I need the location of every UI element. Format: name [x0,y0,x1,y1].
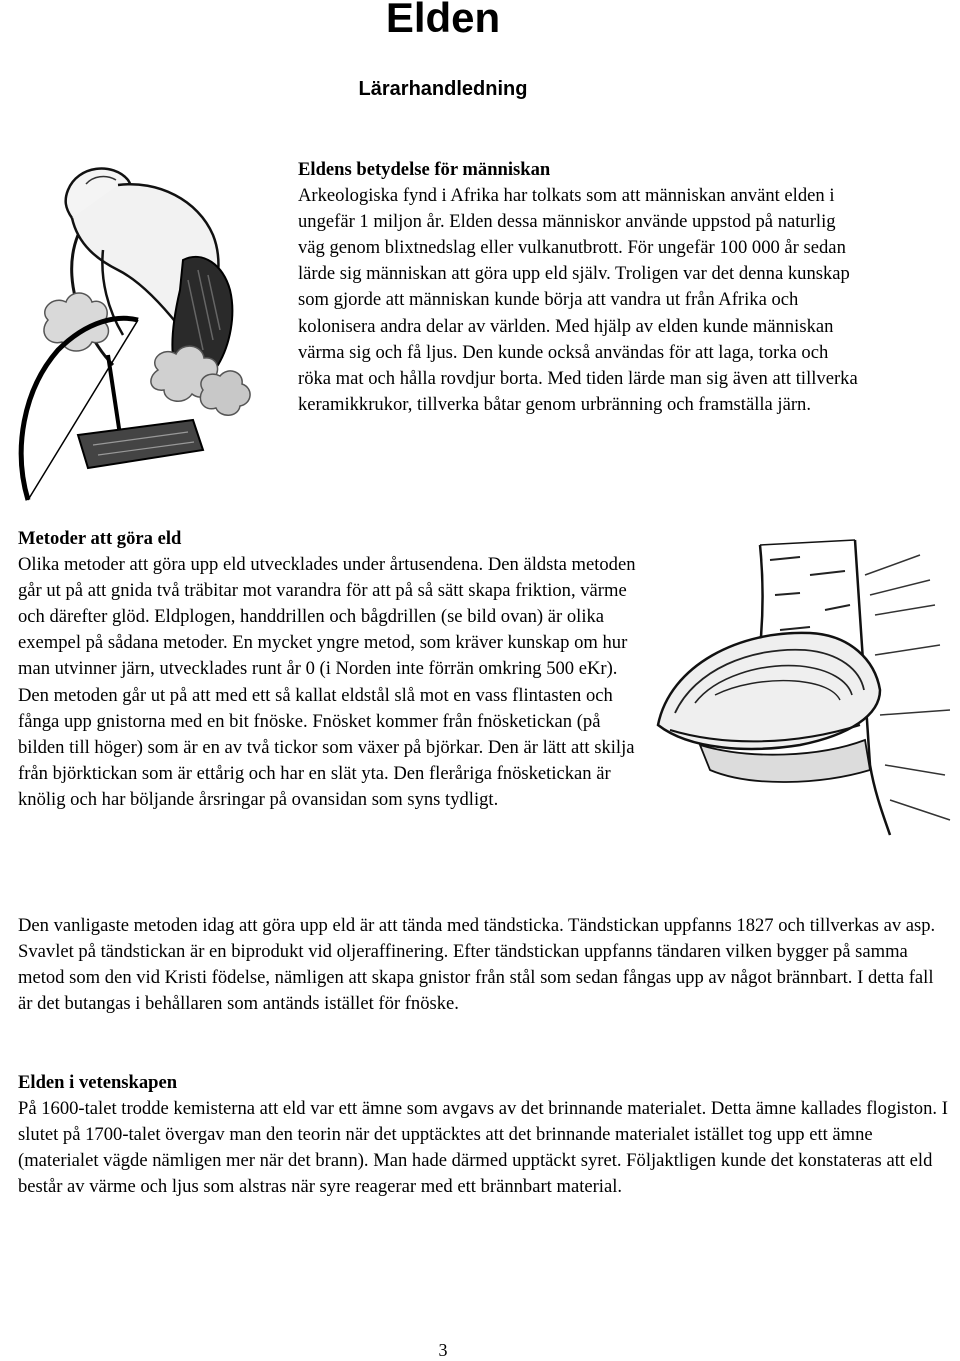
section-heading: Metoder att göra eld [18,528,182,549]
section-heading: Eldens betydelse för människan [298,159,551,180]
page-subtitle: Lärarhandledning [358,78,528,100]
bow-drill-illustration-icon [8,150,290,505]
section-metoder [18,526,643,813]
tinder-fungus-illustration-icon [650,535,960,840]
section-eldens-betydelse [298,157,858,418]
section-vetenskapen [18,1070,948,1200]
page-title: Elden [385,0,501,41]
page-number: 3 [438,1340,448,1360]
section-tandsticka [18,913,948,1017]
section-body: Den vanligaste metoden idag att göra upp eld är att tända med tändsticka. Tändstickan uppfanns 1827 och tillverkas av asp. Svavlet på tändstickan är en biprodukt vid oljeraffinering. Efter tändstickan uppfanns tändaren vilken bygger på samma metod som den vid Kristi födelse, nämligen att skapa gnistor från stål som sedan fångas upp av något brännbart. I detta fall är det butangas i behållaren som antänds istället för fnöske. [18,915,936,1015]
section-body: På 1600-talet trodde kemisterna att eld var ett ämne som avgavs av det brinnande materialet. Detta ämne kallades flogiston. I slutet på 1700-talet övergav man den teorin när det upptäcktes att det brinnande materialet istället tog upp ett ämne (materialet vägde nämligen mer när det brann). Man hade därmed upptäckt syret. Följaktligen kunde det konstateras att eld består av värme och ljus som alstras när syre reagerar med ett brännbart material. [18,1098,948,1198]
section-heading: Elden i vetenskapen [18,1072,178,1093]
section-body: Olika metoder att göra upp eld utvecklades under årtusendena. Den äldsta metoden går ut på att gnida två träbitar mot varandra för att på så sätt skapa friktion, värme och därefter glöd. Eldplogen, handdrillen och bågdrillen (se bild ovan) är olika exempel på sådana metoder. En mycket yngre metod, som kräver kunskap om hur man utvinner järn, utvecklades runt år 0 (i Norden inte förrän omkring 500 eKr). Den metoden går ut på att med ett så kallat eldstål slå mot en vass flintasten och fånga upp gnistorna med en bit fnöske. Fnösket kommer från fnösketickan (på bilden till höger) som är en av två tickor som växer på björkar. Den är lätt att skilja från björktickan som är ettårig och har en slät yta. Den fleråriga fnösketickan är knölig och har böljande årsringar på ovansidan som syns tydligt. [18,554,636,810]
section-body: Arkeologiska fynd i Afrika har tolkats som att människan använt elden i ungefär 1 miljon år. Elden dessa människor använde uppstod på naturlig väg genom blixtnedslag eller vulkanutbrott. För ungefär 100 000 år sedan lärde sig människan att göra upp eld själv. Troligen var det denna kunskap som gjorde att människan kunde börja att vandra ut från Afrika och kolonisera andra delar av världen. Med hjälp av elden kunde människan värma sig och få ljus. Den kunde också användas för att laga, torka och röka mat och hålla rovdjur borta. Med tiden lärde man sig även att tillverka keramikkrukor, tillverka båtar genom urbränning och framställa järn. [298,185,858,415]
